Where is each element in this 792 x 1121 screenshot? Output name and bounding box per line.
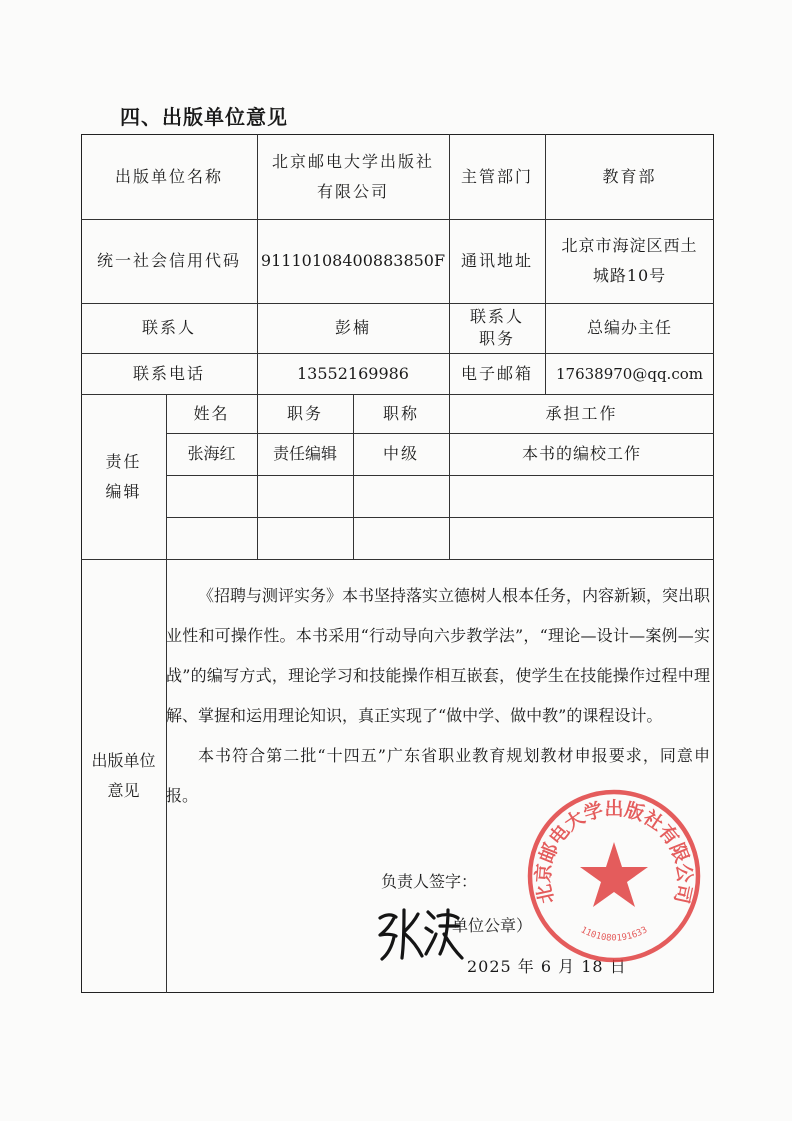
phone-value: 13552169986 <box>297 363 409 383</box>
email-value: 17638970@qq.com <box>556 364 703 383</box>
contact-position-label <box>449 303 545 353</box>
publisher-name-line2: 有限公司 <box>316 181 389 201</box>
opinion-label-line1: 出版单位 <box>91 751 156 770</box>
opinion-paragraph-1: 《招聘与测评实务》本书坚持落实立德树人根本任务，内容新颖，突出职业性和可操作性。本书采用“行动导向六步教学法”，“理论—设计—案例—实战”的编写方式，理论学习和技能操作相互嵌套，使学生在技能操作过程中理解、掌握和运用理论知识，真正实现了“做中学、做中教”的课程设计。 <box>166 586 711 725</box>
email-label: 电子邮箱 <box>460 363 533 383</box>
contact-position-value: 总编办主任 <box>586 318 672 337</box>
address-line1: 北京市海淀区西土 <box>561 236 698 255</box>
contact-position-line1: 联系人 <box>469 307 524 326</box>
seal-note: 单位公章） <box>452 916 533 935</box>
opinion-label-line2: 意见 <box>107 781 140 800</box>
credit-code-value: 91110108400883850F <box>260 251 446 270</box>
supervisor-label: 主管部门 <box>460 166 533 186</box>
editor-header-name: 姓名 <box>193 403 230 423</box>
svg-text:1101080191633 <box>579 925 649 943</box>
seal-code: 1101080191633 <box>578 925 650 944</box>
row-divider <box>166 475 714 476</box>
contact-value: 彭楠 <box>334 318 371 337</box>
editor-header-position: 职务 <box>286 403 323 423</box>
signature-label: 负责人签字： <box>381 872 478 891</box>
supervisor-value: 教育部 <box>602 166 657 186</box>
publisher-name-line1: 北京邮电大学出版社 <box>271 151 434 171</box>
row-divider <box>81 559 714 560</box>
editor-header-title: 职称 <box>382 403 419 423</box>
address-value <box>545 219 714 303</box>
opinion-text <box>166 576 710 816</box>
editor-row-position: 责任编辑 <box>272 444 337 463</box>
opinion-label <box>81 559 166 993</box>
section-title: 四、出版单位意见 <box>120 105 288 129</box>
seal-text: 北京邮电大学出版社有限公司 <box>532 797 696 906</box>
editor-header-work: 承担工作 <box>545 403 618 423</box>
row-divider <box>166 517 714 518</box>
phone-label: 联系电话 <box>132 363 205 383</box>
editor-label-line1: 责任 <box>105 451 142 471</box>
address-line2: 城路10号 <box>592 266 667 285</box>
publisher-name-value <box>257 134 449 219</box>
editor-row-work: 本书的编校工作 <box>521 444 641 463</box>
credit-code-label: 统一社会信用代码 <box>96 251 241 270</box>
contact-label: 联系人 <box>141 318 196 337</box>
opinion-paragraph-2: 本书符合第二批“十四五”广东省职业教育规划教材申报要求，同意申报。 <box>166 746 710 805</box>
editor-row-title: 中级 <box>382 444 419 463</box>
editor-label <box>81 394 166 559</box>
address-label: 通讯地址 <box>460 251 533 270</box>
publisher-seal <box>526 788 702 964</box>
publisher-name-label: 出版单位名称 <box>114 166 223 186</box>
contact-position-line2: 职务 <box>478 329 515 348</box>
editor-row-name: 张海红 <box>187 444 236 463</box>
editor-label-line2: 编辑 <box>105 481 142 501</box>
date: 2025 年 6 月 18 日 <box>467 957 627 976</box>
